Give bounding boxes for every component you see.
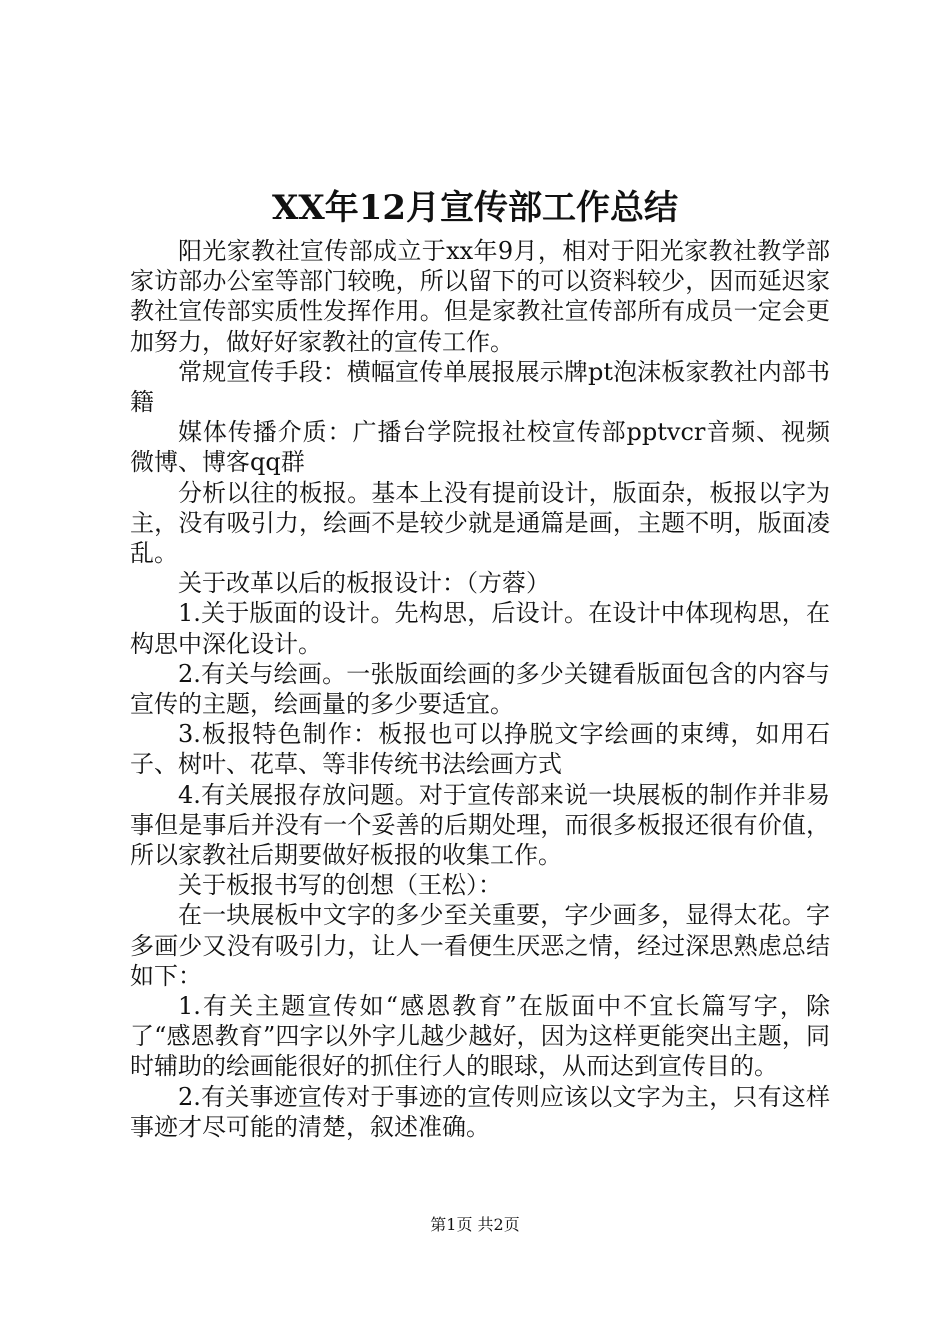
paragraph: 2.有关事迹宣传对于事迹的宣传则应该以文字为主，只有这样事迹才尽可能的清楚，叙述准确。	[130, 1082, 830, 1141]
paragraph: 分析以往的板报。基本上没有提前设计，版面杂，板报以字为主，没有吸引力，绘画不是较少就是通篇是画，主题不明，版面凌乱。	[130, 478, 830, 568]
paragraph: 常规宣传手段：横幅宣传单展报展示牌pt泡沫板家教社内部书籍	[130, 357, 830, 417]
paragraph: 1.关于版面的设计。先构思，后设计。在设计中体现构思，在构思中深化设计。	[130, 599, 830, 658]
paragraph: 1.有关主题宣传如“感恩教育”在版面中不宜长篇写字，除了“感恩教育”四字以外字儿越少越好，因为这样更能突出主题，同时辅助的绘画能很好的抓住行人的眼球，从而达到宣传目的。	[130, 992, 830, 1081]
paragraph: 在一块展板中文字的多少至关重要，字少画多，显得太花。字多画少又没有吸引力，让人一看便生厌恶之情，经过深思熟虑总结如下：	[130, 901, 830, 990]
paragraph: 4.有关展报存放问题。对于宣传部来说一块展板的制作并非易事但是事后并没有一个妥善的后期处理，而很多板报还很有价值，所以家教社后期要做好板报的收集工作。	[130, 780, 830, 870]
paragraph: 媒体传播介质：广播台学院报社校宣传部pptvcr音频、视频微博、博客qq群	[130, 418, 830, 477]
paragraph: 2.有关与绘画。一张版面绘画的多少关键看版面包含的内容与宣传的主题，绘画量的多少要适宜。	[130, 659, 830, 719]
paragraph: 关于改革以后的板报设计：（方蓉）	[178, 569, 550, 598]
paragraph: 3.板报特色制作：板报也可以挣脱文字绘画的束缚，如用石子、树叶、花草、等非传统书法绘画方式	[130, 720, 830, 779]
paragraph: 阳光家教社宣传部成立于xx年9月，相对于阳光家教社教学部家访部办公室等部门较晚，所以留下的可以资料较少，因而延迟家教社宣传部实质性发挥作用。但是家教社宣传部所有成员一定会更加努力，做好好家教社的宣传工作。	[130, 237, 830, 356]
document-title: XX年12月宣传部工作总结	[271, 188, 679, 228]
page-number-footer: 第1页 共2页	[430, 1215, 520, 1234]
document-body	[130, 236, 830, 1142]
paragraph: 关于板报书写的创想（王松）：	[178, 871, 502, 900]
